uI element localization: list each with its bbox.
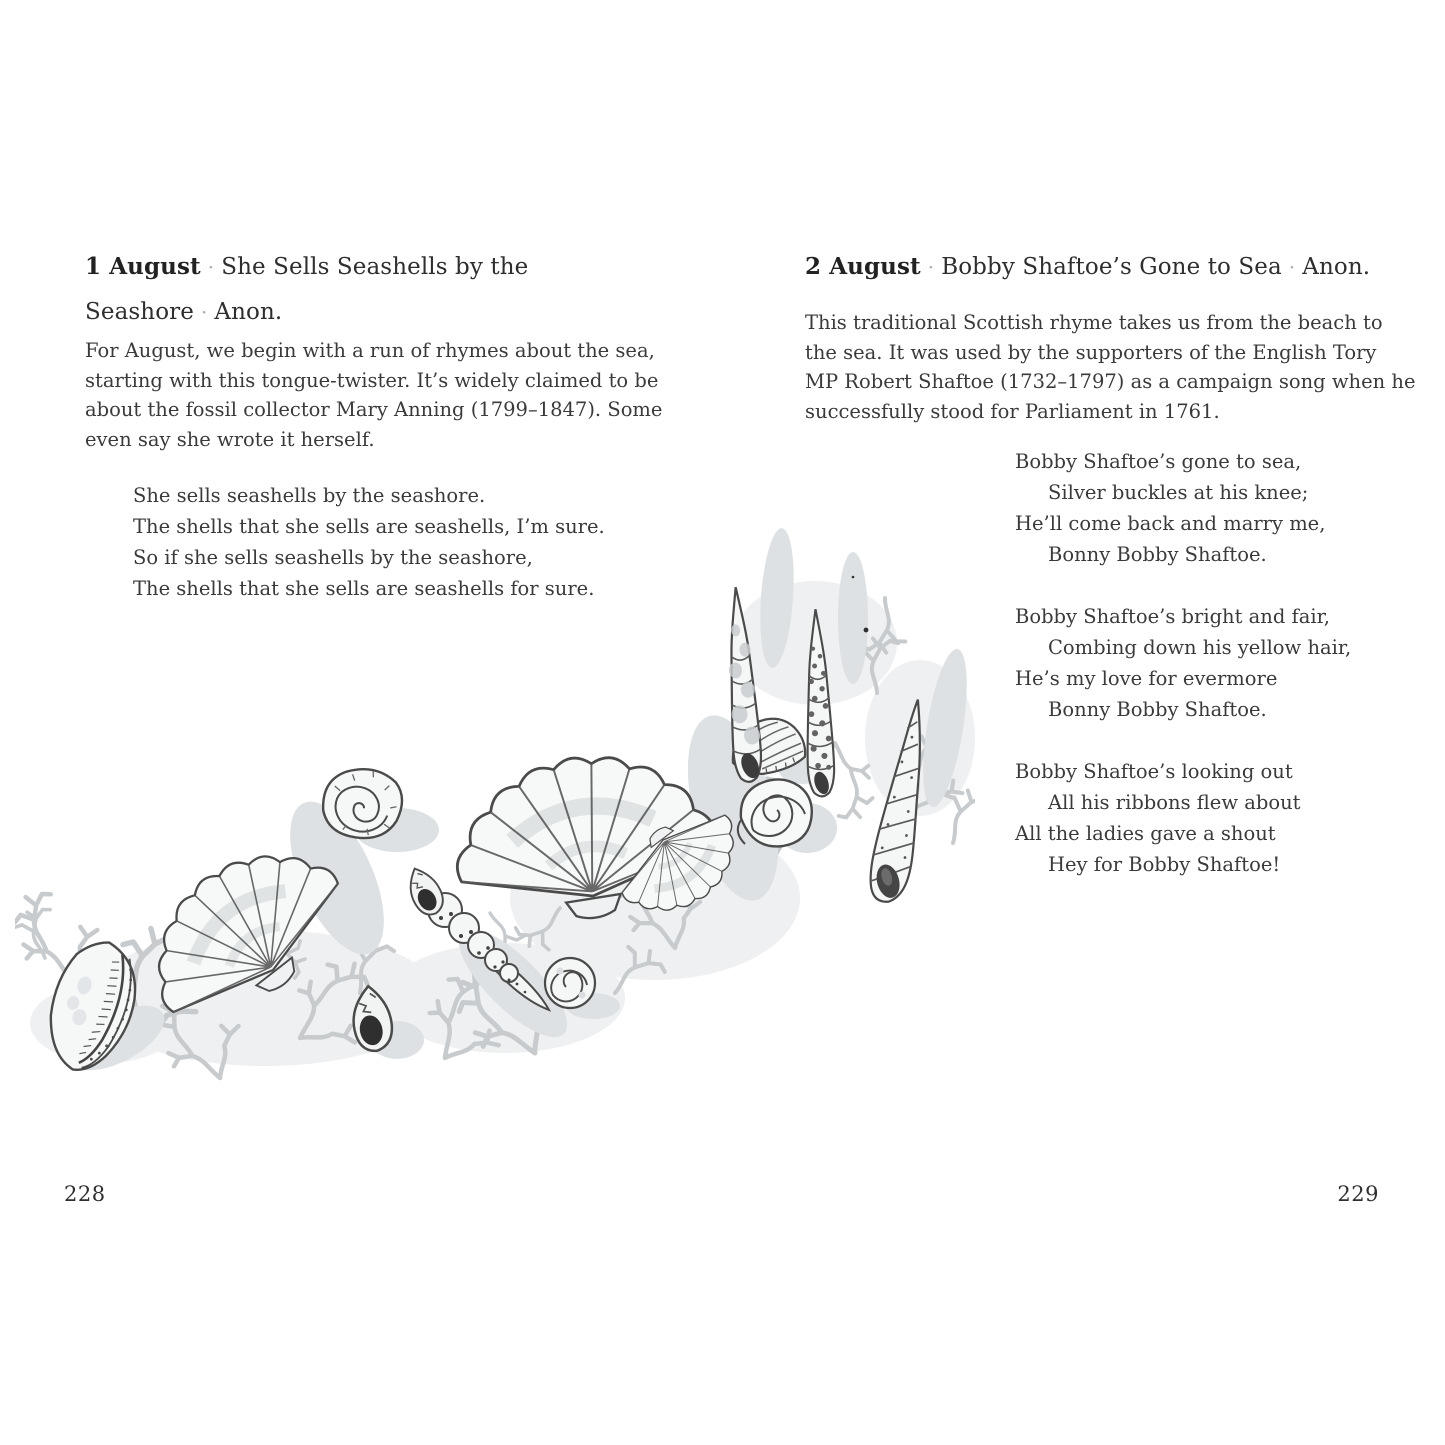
right-intro-paragraph xyxy=(805,308,1416,426)
intro-line: MP Robert Shaftoe (1732–1797) as a campaign song when he xyxy=(805,370,1416,393)
intro-line: starting with this tongue-twister. It’s widely claimed to be xyxy=(85,368,659,392)
poem-line: Bonny Bobby Shaftoe. xyxy=(1048,543,1267,566)
poem-stanza xyxy=(1015,601,1351,725)
intro-line: successfully stood for Parliament in 1761. xyxy=(805,399,1220,423)
intro-line: about the fossil collector Mary Anning (1799–1847). Some xyxy=(85,398,663,421)
poem-line: He’ll come back and marry me, xyxy=(1015,512,1326,535)
separator-dot: · xyxy=(1288,255,1296,279)
poem-line: He’s my love for evermore xyxy=(1015,667,1278,690)
poem-stanza xyxy=(1015,446,1351,570)
left-page-number: 228 xyxy=(64,1182,106,1206)
poem-stanza xyxy=(1015,756,1351,880)
intro-line: This traditional Scottish rhyme takes us from the beach to xyxy=(805,311,1383,334)
poem-line: Bonny Bobby Shaftoe. xyxy=(1048,698,1267,721)
entry-title-text: She Sells Seashells by the Seashore xyxy=(85,254,529,325)
entry-author: Anon. xyxy=(214,299,283,325)
poem-line: She sells seashells by the seashore. xyxy=(133,484,486,507)
intro-line: the sea. It was used by the supporters of the English Tory xyxy=(805,340,1377,364)
left-intro-paragraph xyxy=(85,336,662,454)
poem-line: So if she sells seashells by the seashore, xyxy=(133,546,533,569)
poem-line: Bobby Shaftoe’s gone to sea, xyxy=(1015,450,1302,473)
separator-dot: · xyxy=(927,255,935,279)
poem-line: Hey for Bobby Shaftoe! xyxy=(1048,853,1281,876)
entry-date: 1 August xyxy=(85,253,201,280)
seashells-illustration xyxy=(15,478,975,1123)
small-snail-icon xyxy=(545,958,595,1008)
right-entry-title xyxy=(805,244,1385,290)
poem-line: The shells that she sells are seashells for sure. xyxy=(133,577,595,600)
poem-line: Bobby Shaftoe’s looking out xyxy=(1015,760,1293,783)
left-entry-title xyxy=(85,244,660,335)
entry-author: Anon. xyxy=(1302,254,1371,280)
poem-line: Combing down his yellow hair, xyxy=(1048,636,1352,659)
poem-line: Silver buckles at his knee; xyxy=(1048,481,1309,504)
separator-dot: · xyxy=(207,255,215,279)
entry-title-text: Bobby Shaftoe’s Gone to Sea xyxy=(941,254,1282,280)
poem-line: The shells that she sells are seashells, I’m sure. xyxy=(133,515,605,538)
right-page-number: 229 xyxy=(1337,1182,1379,1206)
intro-line: For August, we begin with a run of rhymes about the sea, xyxy=(85,339,655,362)
poem-line: Bobby Shaftoe’s bright and fair, xyxy=(1015,605,1330,628)
entry-date: 2 August xyxy=(805,253,921,280)
separator-dot: · xyxy=(200,300,208,324)
intro-line: even say she wrote it herself. xyxy=(85,427,375,451)
poem-line: All his ribbons flew about xyxy=(1048,791,1301,814)
poem-line: All the ladies gave a shout xyxy=(1015,822,1276,845)
right-poem xyxy=(1015,446,1351,911)
